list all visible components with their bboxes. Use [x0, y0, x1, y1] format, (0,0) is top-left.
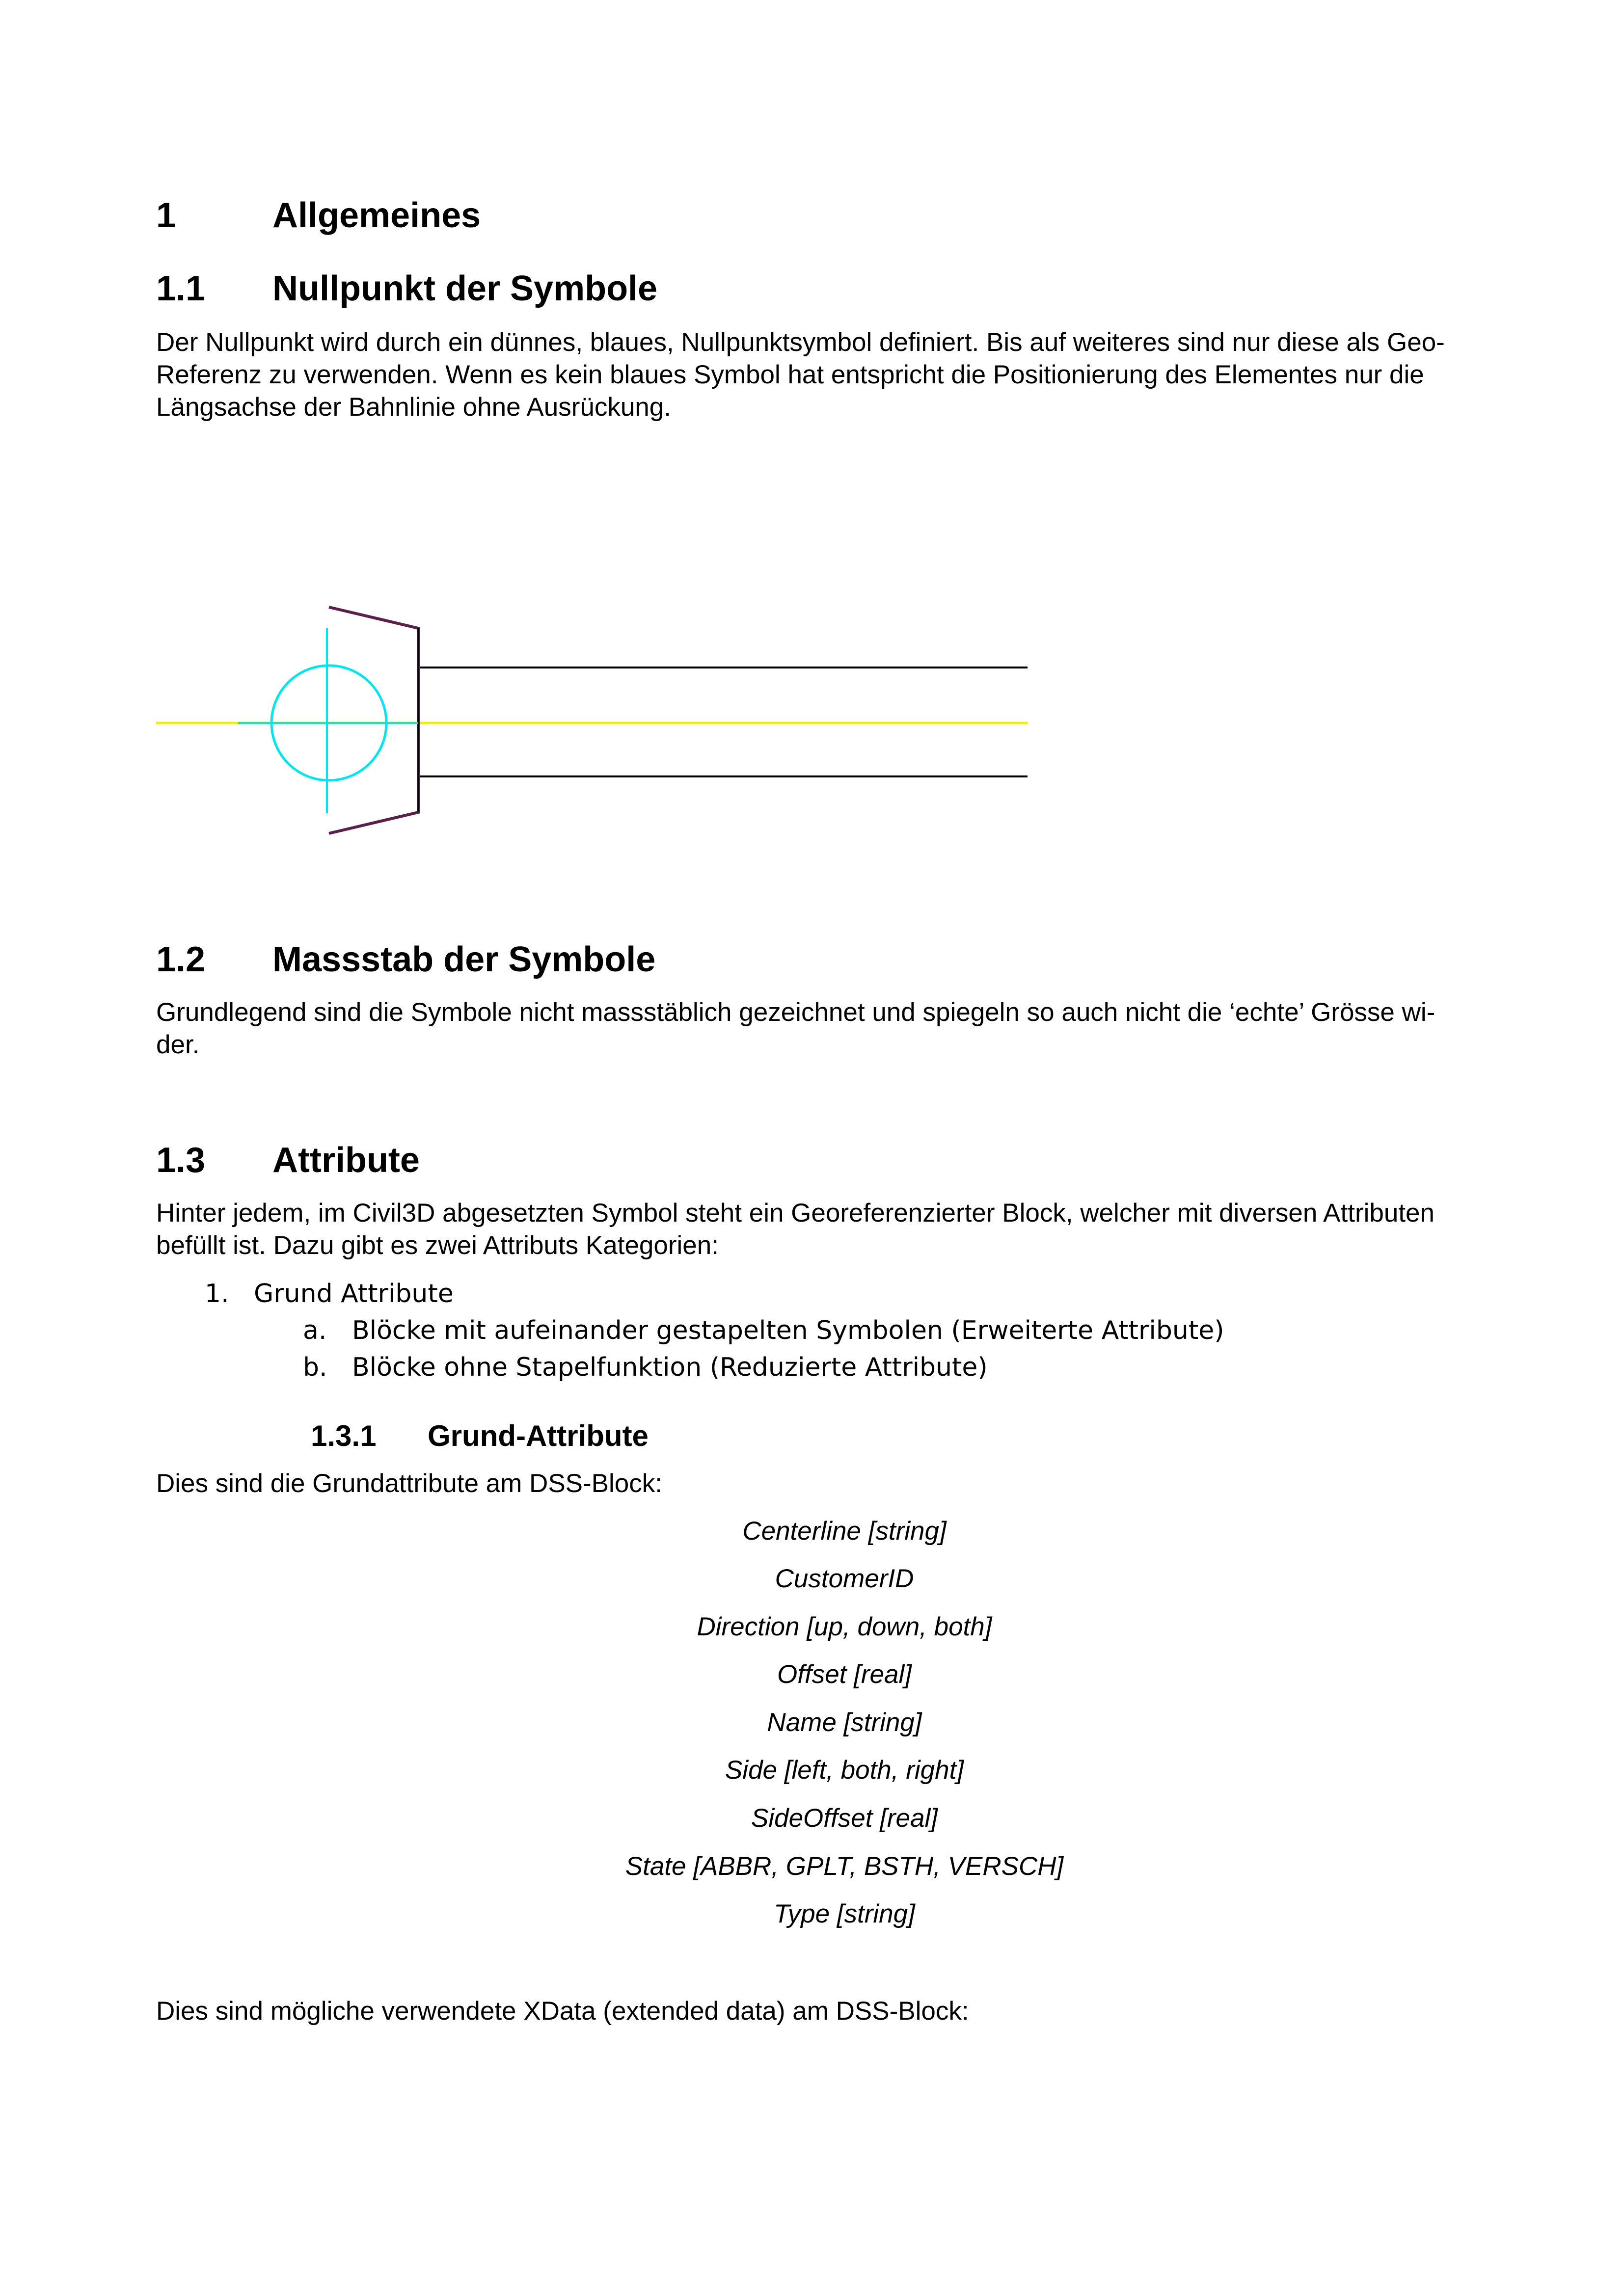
paragraph-line: Hinter jedem, im Civil3D abgesetzten Symbol steht ein Georeferenzierter Block, welcher mit diversen Attributen: [156, 1199, 1435, 1228]
attribute-name: Name [string]: [767, 1708, 922, 1737]
attribute-centerline: Centerline [string]: [742, 1517, 947, 1546]
heading-1-1-title: Nullpunkt der Symbole: [272, 269, 658, 308]
heading-1-3-1-number: 1.3.1: [311, 1419, 377, 1452]
list-item-text: Grund Attribute: [254, 1279, 454, 1308]
heading-1-title: Allgemeines: [272, 196, 481, 235]
list-marker: b.: [303, 1353, 327, 1382]
paragraph-line: Dies sind die Grundattribute am DSS-Block:: [156, 1469, 662, 1498]
list-item-text: Blöcke mit aufeinander gestapelten Symbolen (Erweiterte Attribute): [352, 1316, 1224, 1345]
heading-1-2-title: Massstab der Symbole: [272, 940, 656, 979]
paragraph-line: der.: [156, 1030, 200, 1059]
paragraph-line: Referenz zu verwenden. Wenn es kein blaues Symbol hat entspricht die Positionierung des Elementes nur die: [156, 360, 1424, 389]
bracket-symbol: [329, 607, 418, 833]
attribute-offset: Offset [real]: [777, 1660, 912, 1689]
paragraph-line: Dies sind mögliche verwendete XData (extended data) am DSS-Block:: [156, 1997, 969, 2026]
paragraph-line: befüllt ist. Dazu gibt es zwei Attributs Kategorien:: [156, 1231, 719, 1260]
heading-1-2-number: 1.2: [156, 940, 206, 979]
list-marker: a.: [303, 1316, 327, 1345]
paragraph-massstab: [156, 996, 1521, 1061]
heading-1-3-title: Attribute: [272, 1141, 420, 1180]
list-item-text: Blöcke ohne Stapelfunktion (Reduzierte Attribute): [352, 1353, 988, 1382]
heading-1-number: 1: [156, 196, 176, 235]
paragraph-attribute: [156, 1197, 1521, 1262]
attribute-state: State [ABBR, GPLT, BSTH, VERSCH]: [625, 1852, 1064, 1881]
paragraph-line: Längsachse der Bahnlinie ohne Ausrückung.: [156, 393, 671, 422]
attribute-customerid: CustomerID: [775, 1564, 914, 1593]
heading-1-3-1-title: Grund-Attribute: [428, 1419, 649, 1452]
list-marker: 1.: [205, 1279, 229, 1308]
attribute-type: Type [string]: [774, 1899, 915, 1928]
attribute-direction: Direction [up, down, both]: [697, 1612, 992, 1641]
attribute-side: Side [left, both, right]: [725, 1756, 964, 1785]
heading-1-3-number: 1.3: [156, 1141, 206, 1180]
heading-1-1-number: 1.1: [156, 269, 206, 308]
paragraph-line: Der Nullpunkt wird durch ein dünnes, blaues, Nullpunktsymbol definiert. Bis auf weiteres sind nur diese als Geo-: [156, 328, 1445, 357]
paragraph-grundattribute-intro: [156, 1468, 1521, 1500]
paragraph-xdata-intro: [156, 1995, 1521, 2028]
paragraph-line: Grundlegend sind die Symbole nicht massstäblich gezeichnet und spiegeln so auch nicht die ‘echte’ Grösse wi-: [156, 998, 1435, 1027]
attribute-sideoffset: SideOffset [real]: [751, 1804, 938, 1833]
